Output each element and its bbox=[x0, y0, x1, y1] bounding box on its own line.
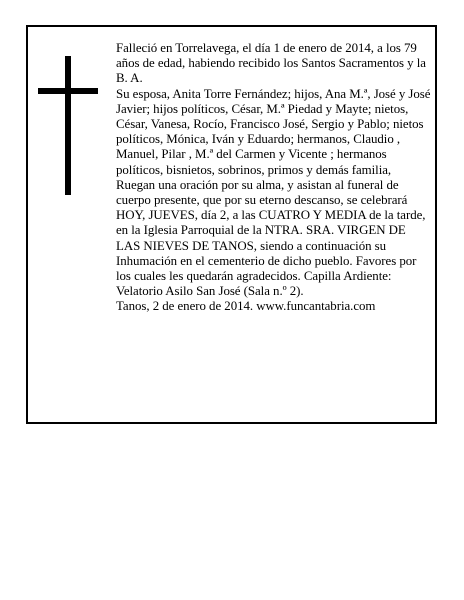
obituary-notice bbox=[26, 25, 437, 424]
family-list-paragraph: Su esposa, Anita Torre Fernández; hijos, Ana M.ª, José y José Javier; hijos políticos, César, M.ª Piedad y Mayte; nietos, César, Vanesa, Rocío, Francisco José, Sergio y Pablo; nietos políticos, Mónica, Iván y Eduardo; hermanos, Claudio , Manuel, Pilar , M.ª del Carmen y Vicente ; hermanos políticos, bisnietos, sobrinos, primos y demás familia, bbox=[116, 86, 431, 177]
cross-horizontal-bar bbox=[38, 88, 98, 94]
death-announcement-paragraph: Falleció en Torrelavega, el día 1 de enero de 2014, a los 79 años de edad, habiendo recibido los Santos Sacramentos y la B. A. bbox=[116, 41, 426, 86]
funeral-details-paragraph: Ruegan una oración por su alma, y asistan al funeral de cuerpo presente, que por su eterno descanso, se celebrará HOY, JUEVES, día 2, a las CUATRO Y MEDIA de la tarde, en la Iglesia Parroquial de la NTRA. SRA. VIRGEN DE LAS NIEVES DE TANOS, siendo a continuación su Inhumación en el cementerio de dicho pueblo. Favores por los cuales les quedarán agradecidos. Capilla Ardiente: Velatorio Asilo San José (Sala n.º 2). bbox=[116, 177, 426, 299]
notice-text bbox=[116, 41, 432, 315]
cross-vertical-bar bbox=[65, 56, 71, 195]
latin-cross-icon bbox=[28, 27, 98, 197]
place-date-website-line: Tanos, 2 de enero de 2014. www.funcantabria.com bbox=[116, 299, 376, 314]
